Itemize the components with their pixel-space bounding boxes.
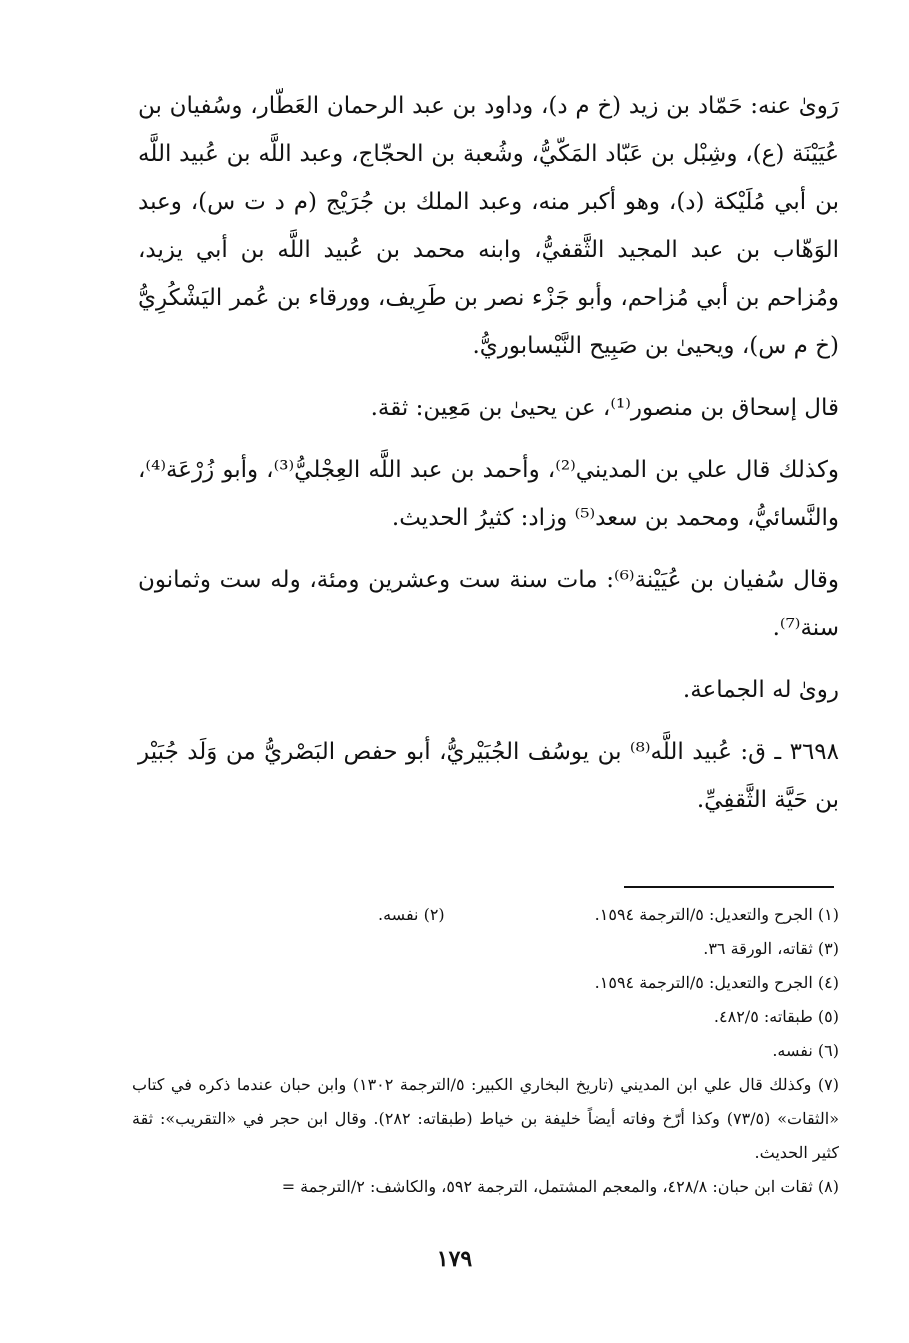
footnote-1: (١) الجرح والتعديل: ٥/الترجمة ١٥٩٤. [594, 905, 839, 924]
page-number: ١٧٩ [436, 1246, 473, 1272]
entry-3698: ٣٦٩٨ ـ ق: عُبيد اللَّه⁽⁸⁾ بن يوسُف الجُبَيْريُّ، أبو حفص البَصْريُّ من وَلَد جُبَيْر بن حَيَّة الثَّقفِيِّ. [138, 739, 840, 813]
ibn-maeen-statement: قال إسحاق بن منصور⁽¹⁾، عن يحيىٰ بن مَعِين: ثقة. [370, 395, 839, 421]
footnote-6: (٦) نفسه. [772, 1041, 839, 1060]
footnote-3: (٣) ثقاته، الورقة ٣٦. [703, 939, 839, 958]
narrators-paragraph: رَوىٰ عنه: حَمّاد بن زيد (خ م د)، وداود بن عبد الرحمان العَطّار، وسُفيان بن عُيَيْنَة (ع)، وشِبْل بن عَبّاد المَكّيُّ، وشُعبة بن الحجّاج، وعبد اللَّه بن عُبيد اللَّه بن أبي مُلَيْكة (د)، وهو أكبر منه، وعبد الملك بن جُرَيْج (م د ت س)، وعبد الوَهّاب بن عبد المجيد الثَّقفيُّ، وابنه محمد بن عُبيد اللَّه بن أبي يزيد، ومُزاحم بن أبي مُزاحم، وأبو جَزْء نصر بن طَرِيف، وورقاء بن عُمر اليَشْكُرِيُّ (خ م س)، ويحيىٰ بن صَبِيح النَّيْسابوريُّ. [138, 93, 839, 359]
footnote-2: (٢) نفسه. [378, 905, 445, 924]
footnote-row-1-2 [132, 898, 839, 932]
footnotes [132, 898, 839, 1204]
death-date-paragraph: وقال سُفيان بن عُيَيْنة⁽⁶⁾: مات سنة ست وعشرين ومئة، وله ست وثمانون سنة⁽⁷⁾. [138, 567, 840, 641]
footnote-4: (٤) الجرح والتعديل: ٥/الترجمة ١٥٩٤. [594, 973, 839, 992]
footnote-8: (٨) ثقات ابن حبان: ٤٢٨/٨، والمعجم المشتمل، الترجمة ٥٩٢، والكاشف: ٢/الترجمة = [281, 1177, 839, 1196]
narrated-by-line: روىٰ له الجماعة. [682, 677, 839, 703]
reliability-paragraph: وكذلك قال علي بن المديني⁽²⁾، وأحمد بن عبد اللَّه العِجْليُّ⁽³⁾، وأبو زُرْعَة⁽⁴⁾، والنَّسائيُّ، ومحمد بن سعد⁽⁵⁾ وزاد: كثيرُ الحديث. [138, 457, 839, 531]
footnote-divider [624, 886, 834, 888]
footnote-5: (٥) طبقاته: ٤٨٢/٥. [713, 1007, 839, 1026]
footnote-7: (٧) وكذلك قال علي ابن المديني (تاريخ البخاري الكبير: ٥/الترجمة ١٣٠٢) وابن حبان عندما ذكره في كتاب «الثقات» (٧٣/٥) وكذا أرّخ وفاته أيضاً خليفة بن خياط (طبقاته: ٢٨٢). وقال ابن حجر في «التقريب»: ثقة كثير الحديث. [132, 1075, 839, 1162]
main-text [138, 82, 839, 824]
